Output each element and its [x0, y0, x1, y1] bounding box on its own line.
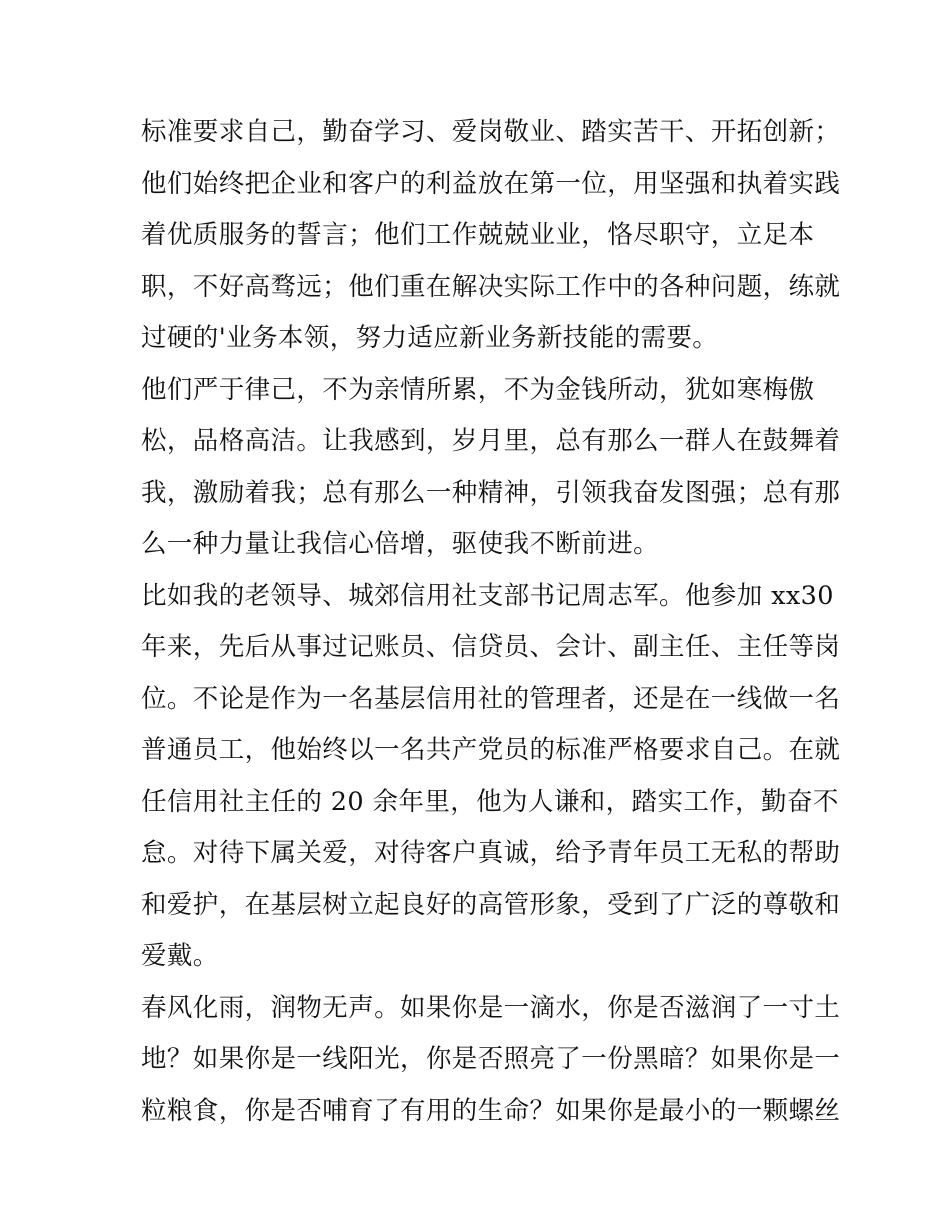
text-line: 任信用社主任的 20 余年里，他为人谦和，踏实工作，勤奋不: [141, 786, 839, 817]
text-line: 春风化雨，润物无声。如果你是一滴水，你是否滋润了一寸土: [141, 992, 841, 1023]
document-body: [141, 107, 841, 1137]
paragraph-2: [141, 365, 841, 571]
text-line: 过硬的'业务本领，努力适应新业务新技能的需要。: [141, 323, 719, 353]
text-line: 么一种力量让我信心倍增，驱使我不断前进。: [141, 529, 660, 559]
text-line: 职，不好高骛远；他们重在解决实际工作中的各种问题，练就: [141, 271, 841, 302]
text-line: 松，品格高洁。让我感到，岁月里，总有那么一群人在鼓舞着: [141, 426, 841, 456]
paragraph-3: [141, 571, 841, 983]
text-line: 怠。对待下属关爱，对待客户真诚，给予青年员工无私的帮助: [141, 838, 841, 868]
text-line: 地？如果你是一线阳光，你是否照亮了一份黑暗？如果你是一: [141, 1044, 841, 1074]
text-line: 位。不论是作为一名基层信用社的管理者，还是在一线做一名: [141, 683, 841, 714]
text-line: 爱戴。: [141, 941, 219, 971]
paragraph-1: [141, 107, 841, 365]
text-line: 他们严于律己，不为亲情所累，不为金钱所动，犹如寒梅傲: [141, 374, 815, 405]
text-line: 标准要求自己，勤奋学习、爱岗敬业、踏实苦干、开拓创新；: [141, 117, 841, 147]
text-line: 着优质服务的誓言；他们工作兢兢业业，恪尽职守，立足本: [141, 220, 815, 250]
text-line: 粒粮食，你是否哺育了有用的生命？如果你是最小的一颗螺丝: [141, 1095, 841, 1126]
text-line: 普通员工，他始终以一名共产党员的标准严格要求自己。在就: [141, 735, 841, 765]
text-line: 和爱护，在基层树立起良好的高管形象，受到了广泛的尊敬和: [141, 889, 841, 920]
text-line: 年来，先后从事过记账员、信贷员、会计、副主任、主任等岗: [141, 632, 841, 662]
text-line: 比如我的老领导、城郊信用社支部书记周志军。他参加 xx30: [141, 580, 834, 611]
paragraph-4: [141, 983, 841, 1138]
text-line: 我，激励着我；总有那么一种精神，引领我奋发图强；总有那: [141, 477, 841, 508]
text-line: 他们始终把企业和客户的利益放在第一位，用坚强和执着实践: [141, 168, 841, 199]
